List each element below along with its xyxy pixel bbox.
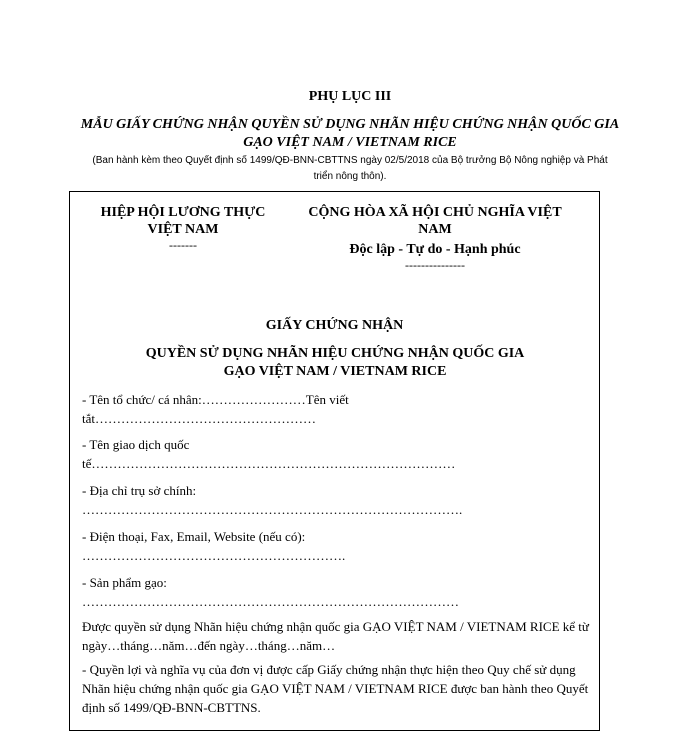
right-of-use-paragraph: Được quyền sử dụng Nhãn hiệu chứng nhận quốc gia GẠO VIỆT NAM / VIETNAM RICE kể từ ngày…tháng…năm…đến ngày…tháng…năm… xyxy=(82,619,589,653)
contact-line: ……………………………………………………. xyxy=(82,548,346,563)
product-line: …………………………………………………………………………… xyxy=(82,594,459,609)
address-field xyxy=(82,481,594,519)
trade-name-label: - Tên giao dịch quốc xyxy=(82,437,190,452)
org-name-line1: HIỆP HỘI LƯƠNG THỰC xyxy=(100,205,266,220)
product-label: - Sản phẩm gạo: xyxy=(82,575,167,590)
org-divider: ------- xyxy=(169,238,197,252)
trade-name-line: tế………………………………………………………………………… xyxy=(82,456,456,471)
national-motto: Độc lập - Tự do - Hạnh phúc xyxy=(349,242,521,257)
issuing-organization xyxy=(88,204,278,252)
motto-divider: --------------- xyxy=(405,258,465,272)
certificate-subtitle xyxy=(90,345,580,381)
contact-field xyxy=(82,527,594,565)
trade-name-field xyxy=(82,435,594,473)
appendix-title: PHỤ LỤC III xyxy=(308,89,392,104)
nation-name-line1: CỘNG HÒA XÃ HỘI CHỦ NGHĨA VIỆT xyxy=(308,205,562,220)
product-field xyxy=(82,573,594,611)
org-name-line: - Tên tổ chức/ cá nhân:……………………Tên viết xyxy=(82,392,349,407)
address-line: ……………………………………………………………………………. xyxy=(82,502,463,517)
nation-name-line2: NAM xyxy=(418,222,452,237)
contact-label: - Điện thoại, Fax, Email, Website (nếu có): xyxy=(82,529,306,544)
national-header xyxy=(290,204,580,272)
org-name-field xyxy=(82,390,594,428)
rights-obligations-paragraph: - Quyền lợi và nghĩa vụ của đơn vị được cấp Giấy chứng nhận thực hiện theo Quy chế sử dụng Nhãn hiệu chứng nhận quốc gia GẠO VIỆT NAM / VIETNAM RICE được ban hành theo Quyết định số 1499/QĐ-BNN-CBTTNS. xyxy=(82,662,589,715)
issued-note: (Ban hành kèm theo Quyết định số 1499/QĐ-BNN-CBTTNS ngày 02/5/2018 của Bộ trưởng Bộ Nông nghiệp và Phát triển nông thôn). xyxy=(92,155,608,182)
address-label: - Địa chỉ trụ sở chính: xyxy=(82,483,197,498)
form-title: MẪU GIẤY CHỨNG NHẬN QUYỀN SỬ DỤNG NHÃN HIỆU CHỨNG NHẬN QUỐC GIA GẠO VIỆT NAM / VIETNAM RICE xyxy=(80,117,620,150)
certificate-title: GIẤY CHỨNG NHẬN xyxy=(265,318,404,333)
org-name-line2: VIỆT NAM xyxy=(147,222,219,237)
short-name-line: tắt…………………………………………… xyxy=(82,411,316,426)
certificate-subtitle-line1: QUYỀN SỬ DỤNG NHÃN HIỆU CHỨNG NHẬN QUỐC GIA xyxy=(145,346,525,361)
certificate-subtitle-line2: GẠO VIỆT NAM / VIETNAM RICE xyxy=(223,364,447,379)
